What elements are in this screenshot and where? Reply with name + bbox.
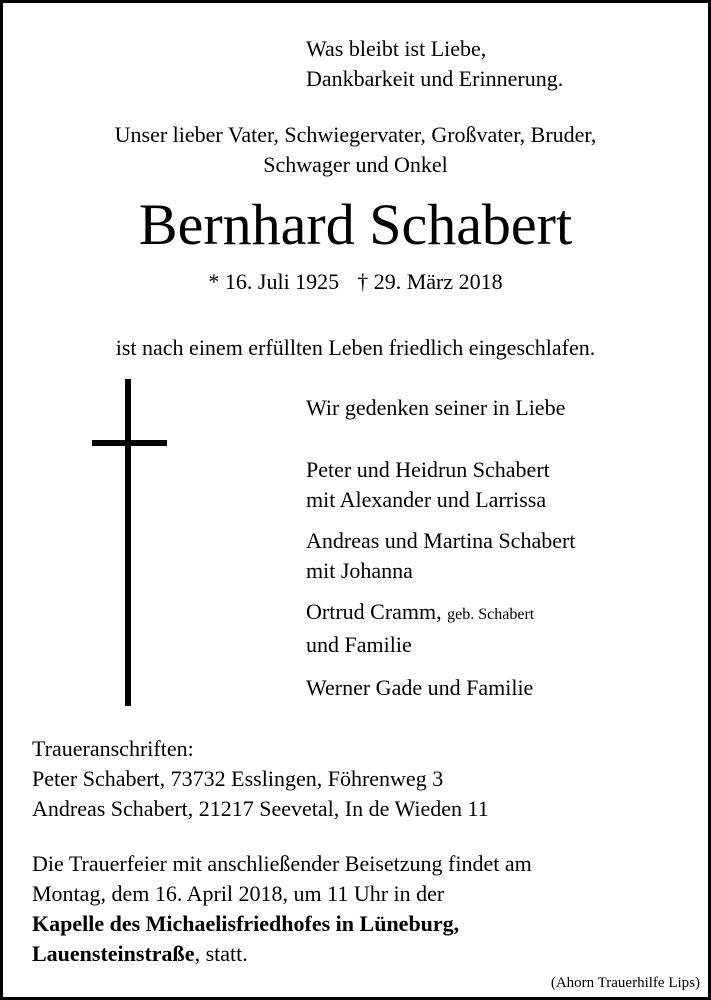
cross-icon <box>125 379 131 706</box>
address-line: Andreas Schabert, 21217 Seevetal, In de Wieden 11 <box>32 796 489 821</box>
maiden-name-note: geb. Schabert <box>447 606 535 623</box>
ceremony-line: Montag, dem 16. April 2018, um 11 Uhr in der <box>32 881 445 906</box>
mourner-group <box>306 597 534 660</box>
mourner-line: mit Alexander und Larrissa <box>306 487 547 512</box>
motto-line: Dankbarkeit und Erinnerung. <box>306 66 564 91</box>
passed-text: ist nach einem erfüllten Leben friedlich eingeschlafen. <box>115 335 596 360</box>
mourner-line: Werner Gade und Familie <box>306 675 534 700</box>
cross-icon-bar <box>92 440 167 446</box>
credit: (Ahorn Trauerhilfe Lips) <box>550 975 700 991</box>
birth-date: * 16. Juli 1925 <box>208 269 340 294</box>
mourner-group <box>306 673 533 703</box>
mourners-heading: Wir gedenken seiner in Liebe <box>306 395 566 420</box>
intro-line: Schwager und Onkel <box>263 152 448 177</box>
addresses-heading: Traueranschriften: <box>32 736 194 761</box>
ceremony-line-end: , statt. <box>194 941 248 966</box>
mourner-line: mit Johanna <box>306 558 413 583</box>
ceremony-line: Die Trauerfeier mit anschließender Beisetzung findet am <box>32 851 532 876</box>
motto <box>306 34 563 94</box>
mourner-line: Peter und Heidrun Schabert <box>306 457 550 482</box>
address-line: Peter Schabert, 73732 Esslingen, Föhrenweg 3 <box>32 766 444 791</box>
life-dates <box>3 267 708 297</box>
mourner-line: Ortrud Cramm, <box>306 599 442 624</box>
motto-line: Was bleibt ist Liebe, <box>306 36 487 61</box>
intro-line: Unser lieber Vater, Schwiegervater, Großvater, Bruder, <box>114 122 597 147</box>
mourner-group <box>306 455 550 515</box>
addresses <box>32 734 489 824</box>
mourner-line: und Familie <box>306 632 412 657</box>
deceased-name: Bernhard Schabert <box>138 192 573 257</box>
ceremony-location: Kapelle des Michaelisfriedhofes in Lüneburg, <box>32 911 460 936</box>
mourner-group <box>306 526 575 586</box>
intro-text <box>3 120 708 180</box>
death-date: † 29. März 2018 <box>357 269 503 294</box>
ceremony-info <box>32 849 532 969</box>
mourner-line: Andreas und Martina Schabert <box>306 528 576 553</box>
ceremony-street: Lauensteinstraße <box>32 941 195 966</box>
